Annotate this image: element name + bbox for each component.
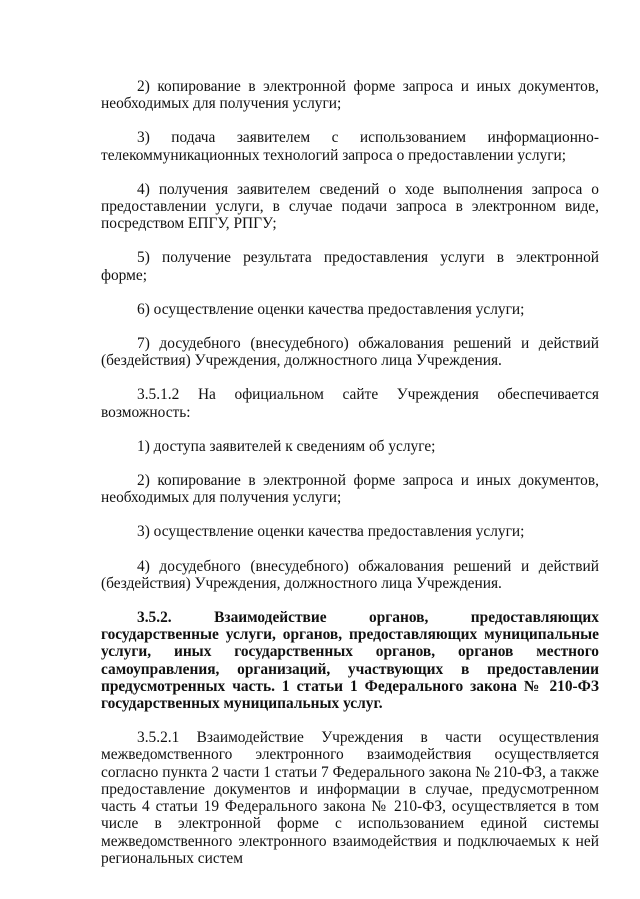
document-body: [101, 78, 599, 867]
paragraph-section-3-5-1-2: 3.5.1.2 На официальном сайте Учреждения обеспечивается возможность:: [101, 386, 599, 421]
paragraph-site-item-1-access: 1) доступа заявителей к сведениям об услуге;: [137, 437, 436, 455]
paragraph-site-item-4-appeal: 4) досудебного (внесудебного) обжалования решений и действий (бездействия) Учреждения, должностного лица Учреждения.: [101, 557, 599, 592]
section-heading-3-5-2: 3.5.2. Взаимодействие органов, предоставляющих государственные услуги, органов, предоставляющих муниципальные услуги, иных государственных органов, органов местного самоуправления, организаций, участвующих в предоставлении предусмотренных часть. 1 статьи 1 Федерального закона № 210-ФЗ государственных муниципальных услуг.: [101, 609, 599, 713]
paragraph-item-6-quality-assessment: 6) осуществление оценки качества предоставления услуги;: [137, 300, 525, 318]
paragraph-site-item-2-copying: 2) копирование в электронной форме запроса и иных документов, необходимых для получения услуги;: [101, 472, 599, 507]
paragraph-section-3-5-2-1: 3.5.2.1 Взаимодействие Учреждения в части осуществления межведомственного электронного взаимодействия осуществляется согласно пункта 2 части 1 статьи 7 Федерального закона № 210-ФЗ, а также предоставление документов и информации в случае, предусмотренном часть 4 статьи 19 Федерального закона № 210-ФЗ, осуществляется в том числе в электронной форме с использованием единой системы межведомственного электронного взаимодействия и подключаемых к ней региональных систем: [101, 729, 599, 867]
paragraph-item-5-result: 5) получение результата предоставления услуги в электронной форме;: [101, 249, 599, 284]
paragraph-item-2-copying: 2) копирование в электронной форме запроса и иных документов, необходимых для получения услуги;: [101, 78, 599, 113]
paragraph-item-4-status-info: 4) получения заявителем сведений о ходе выполнения запроса о предоставлении услуги, в случае подачи запроса в электронном виде, посредством ЕПГУ, РПГУ;: [101, 180, 599, 233]
paragraph-site-item-3-quality-assessment: 3) осуществление оценки качества предоставления услуги;: [137, 523, 525, 541]
paragraph-item-7-appeal: 7) досудебного (внесудебного) обжалования решений и действий (бездействия) Учреждения, должностного лица Учреждения.: [101, 335, 599, 370]
paragraph-item-3-submission: 3) подача заявителем с использованием информационно-телекоммуникационных технологий запроса о предоставлении услуги;: [101, 129, 599, 164]
